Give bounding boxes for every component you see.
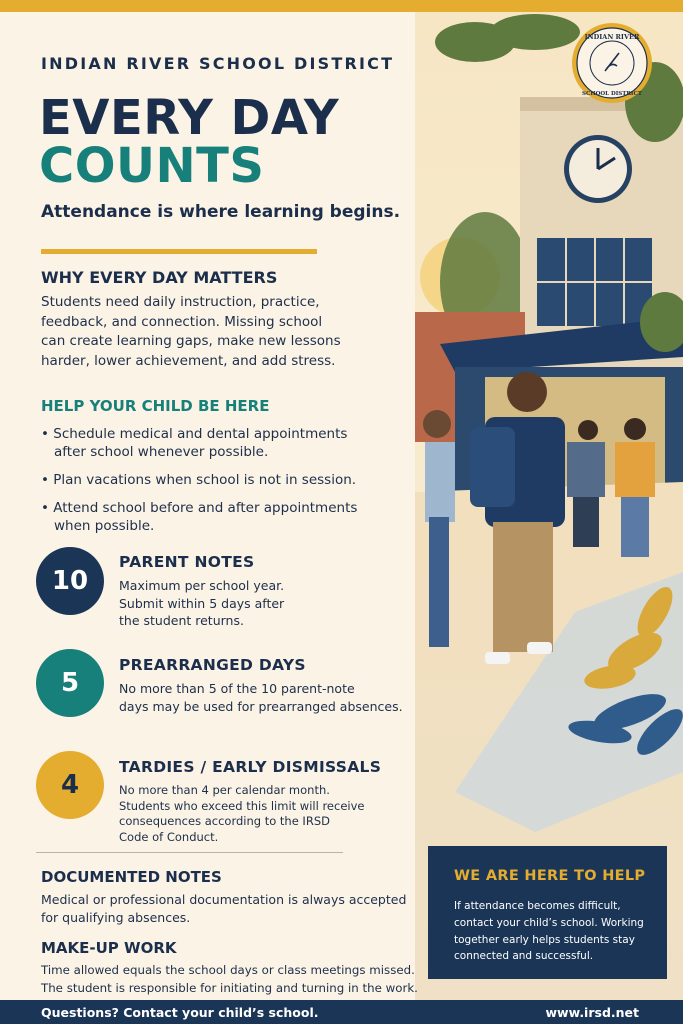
bullet-item: • Schedule medical and dental appointments after school whenever possible. [41, 426, 348, 460]
why-paragraph [41, 293, 371, 371]
why-line: Students need daily instruction, practice, [41, 294, 320, 310]
help-box-text: If attendance becomes difficult, contact your child’s school. Working together early helps students stay connected and successful. [454, 900, 644, 963]
stat-line: Maximum per school year. [119, 578, 285, 593]
documented-line: for qualifying absences. [41, 909, 191, 925]
documented-heading: DOCUMENTED NOTES [41, 868, 222, 886]
top-accent-bar [0, 0, 683, 12]
stat-line: the student returns. [119, 613, 244, 628]
makeup-line: Time allowed equals the school days or class meetings missed. [41, 963, 415, 977]
tagline: Attendance is where learning begins. [41, 202, 401, 222]
stat-line: Submit within 5 days after [119, 595, 285, 611]
makeup-text [41, 962, 418, 997]
stat-line: Students who exceed this limit will receive [119, 798, 365, 813]
page-title-line1: EVERY DAY [39, 90, 340, 146]
stat-line: days may be used for prearranged absences. [119, 698, 403, 714]
stat-text [119, 680, 403, 715]
stat-heading: PREARRANGED DAYS [119, 656, 306, 674]
help-child-heading: HELP YOUR CHILD BE HERE [41, 397, 270, 415]
stat-text [119, 577, 284, 630]
stat-line: Code of Conduct. [119, 829, 219, 844]
district-name: INDIAN RIVER SCHOOL DISTRICT [41, 54, 395, 73]
bullet-item: • Attend school before and after appointments when possible. [41, 500, 358, 534]
why-line: can create learning gaps, make new lessons [41, 333, 341, 349]
stat-number-badge: 4 [36, 751, 104, 819]
stat-number-badge: 5 [36, 649, 104, 717]
stat-heading: PARENT NOTES [119, 553, 255, 571]
gold-divider [41, 249, 317, 254]
stat-line: consequences according to the IRSD [119, 814, 330, 828]
page-title-line2: COUNTS [39, 138, 265, 194]
makeup-line: The student is responsible for initiating and turning in the work. [41, 980, 418, 995]
stat-heading: TARDIES / EARLY DISMISSALS [119, 758, 382, 776]
why-line: harder, lower achievement, and add stress. [41, 352, 336, 369]
bullet-item: • Plan vacations when school is not in session. [41, 472, 357, 488]
makeup-heading: MAKE-UP WORK [41, 939, 177, 957]
help-box-heading: WE ARE HERE TO HELP [454, 868, 646, 884]
why-heading: WHY EVERY DAY MATTERS [41, 268, 278, 287]
documented-line: Medical or professional documentation is always accepted [41, 892, 407, 907]
stat-line: No more than 5 of the 10 parent-note [119, 681, 355, 696]
stat-text [119, 783, 364, 845]
footer-bar [0, 1000, 683, 1024]
help-box [428, 846, 667, 979]
documented-text [41, 891, 406, 926]
stat-line: No more than 4 per calendar month. [119, 783, 330, 797]
why-line: feedback, and connection. Missing school [41, 313, 323, 330]
section-divider [36, 852, 343, 853]
svg-text:SCHOOL DISTRICT: SCHOOL DISTRICT [582, 91, 642, 97]
footer-website-link[interactable]: www.irsd.net [545, 1005, 639, 1020]
district-seal-logo [571, 22, 653, 104]
svg-text:INDIAN RIVER: INDIAN RIVER [584, 33, 640, 41]
footer-contact-text: Questions? Contact your child’s school. [41, 1005, 319, 1020]
stat-number-badge: 10 [36, 547, 104, 615]
